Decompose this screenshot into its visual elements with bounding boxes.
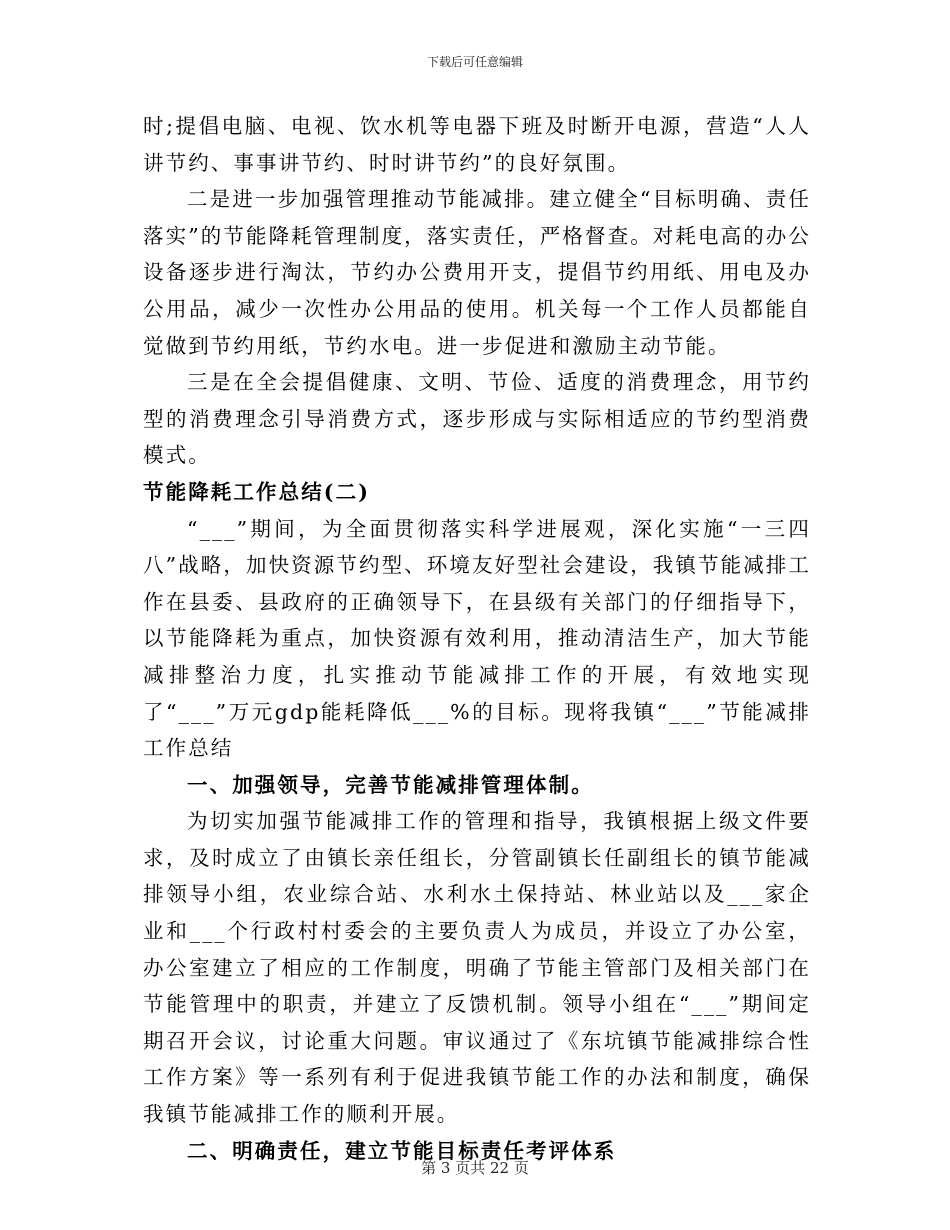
section-heading-one: 一、加强领导，完善节能减排管理体制。 bbox=[187, 772, 594, 797]
paragraph-intro: “___”期间，为全面贯彻落实科学进展观，深化实施“一三四八”战略，加快资源节约型、环境友好型社会建设，我镇节能减排工作在县委、县政府的正确领导下，在县级有关部门的仔细指导下，以节能降耗为重点，加快资源有效利用，推动清洁生产，加大节能减排整治力度，扎实推动节能减排工作的开展，有效地实现了“___”万元gdp能耗降低___%的目标。现将我镇“___”节能减排工作总结 bbox=[143, 516, 811, 761]
paragraph-point-three: 三是在全会提倡健康、文明、节俭、适度的消费理念，用节约型的消费理念引导消费方式，逐步形成与实际相适应的节约型消费模式。 bbox=[143, 370, 811, 468]
page-number: 第 3 页共 22 页 bbox=[421, 1159, 529, 1177]
document-title: 节能降耗工作总结(二) bbox=[143, 479, 370, 504]
paragraph-section-one: 为切实加强节能减排工作的管理和指导，我镇根据上级文件要求，及时成立了由镇长亲任组长，分管副镇长任副组长的镇节能减排领导小组，农业综合站、水利水土保持站、林业站以及___家企业和___个行政村村委会的主要负责人为成员，并设立了办公室，办公室建立了相应的工作制度，明确了节能主管部门及相关部门在节能管理中的职责，并建立了反馈机制。领导小组在“___”期间定期召开会议，讨论重大问题。审议通过了《东坑镇节能减排综合性工作方案》等一系列有利于促进我镇节能工作的办法和制度，确保我镇节能减排工作的顺利开展。 bbox=[143, 809, 811, 1127]
section-heading-two: 二、明确责任，建立节能目标责任考评体系 bbox=[187, 1138, 617, 1163]
paragraph-continued: 时;提倡电脑、电视、饮水机等电器下班及时断开电源，营造“人人讲节约、事事讲节约、时时讲节约”的良好氛围。 bbox=[143, 114, 811, 175]
header-note: 下载后可任意编辑 bbox=[426, 55, 523, 69]
paragraph-point-two: 二是进一步加强管理推动节能减排。建立健全“目标明确、责任落实”的节能降耗管理制度，落实责任，严格督查。对耗电高的办公设备逐步进行淘汰，节约办公费用开支，提倡节约用纸、用电及办公用品，减少一次性办公用品的使用。机关每一个工作人员都能自觉做到节约用纸，节约水电。进一步促进和激励主动节能。 bbox=[143, 187, 811, 358]
document-body bbox=[143, 108, 811, 1169]
